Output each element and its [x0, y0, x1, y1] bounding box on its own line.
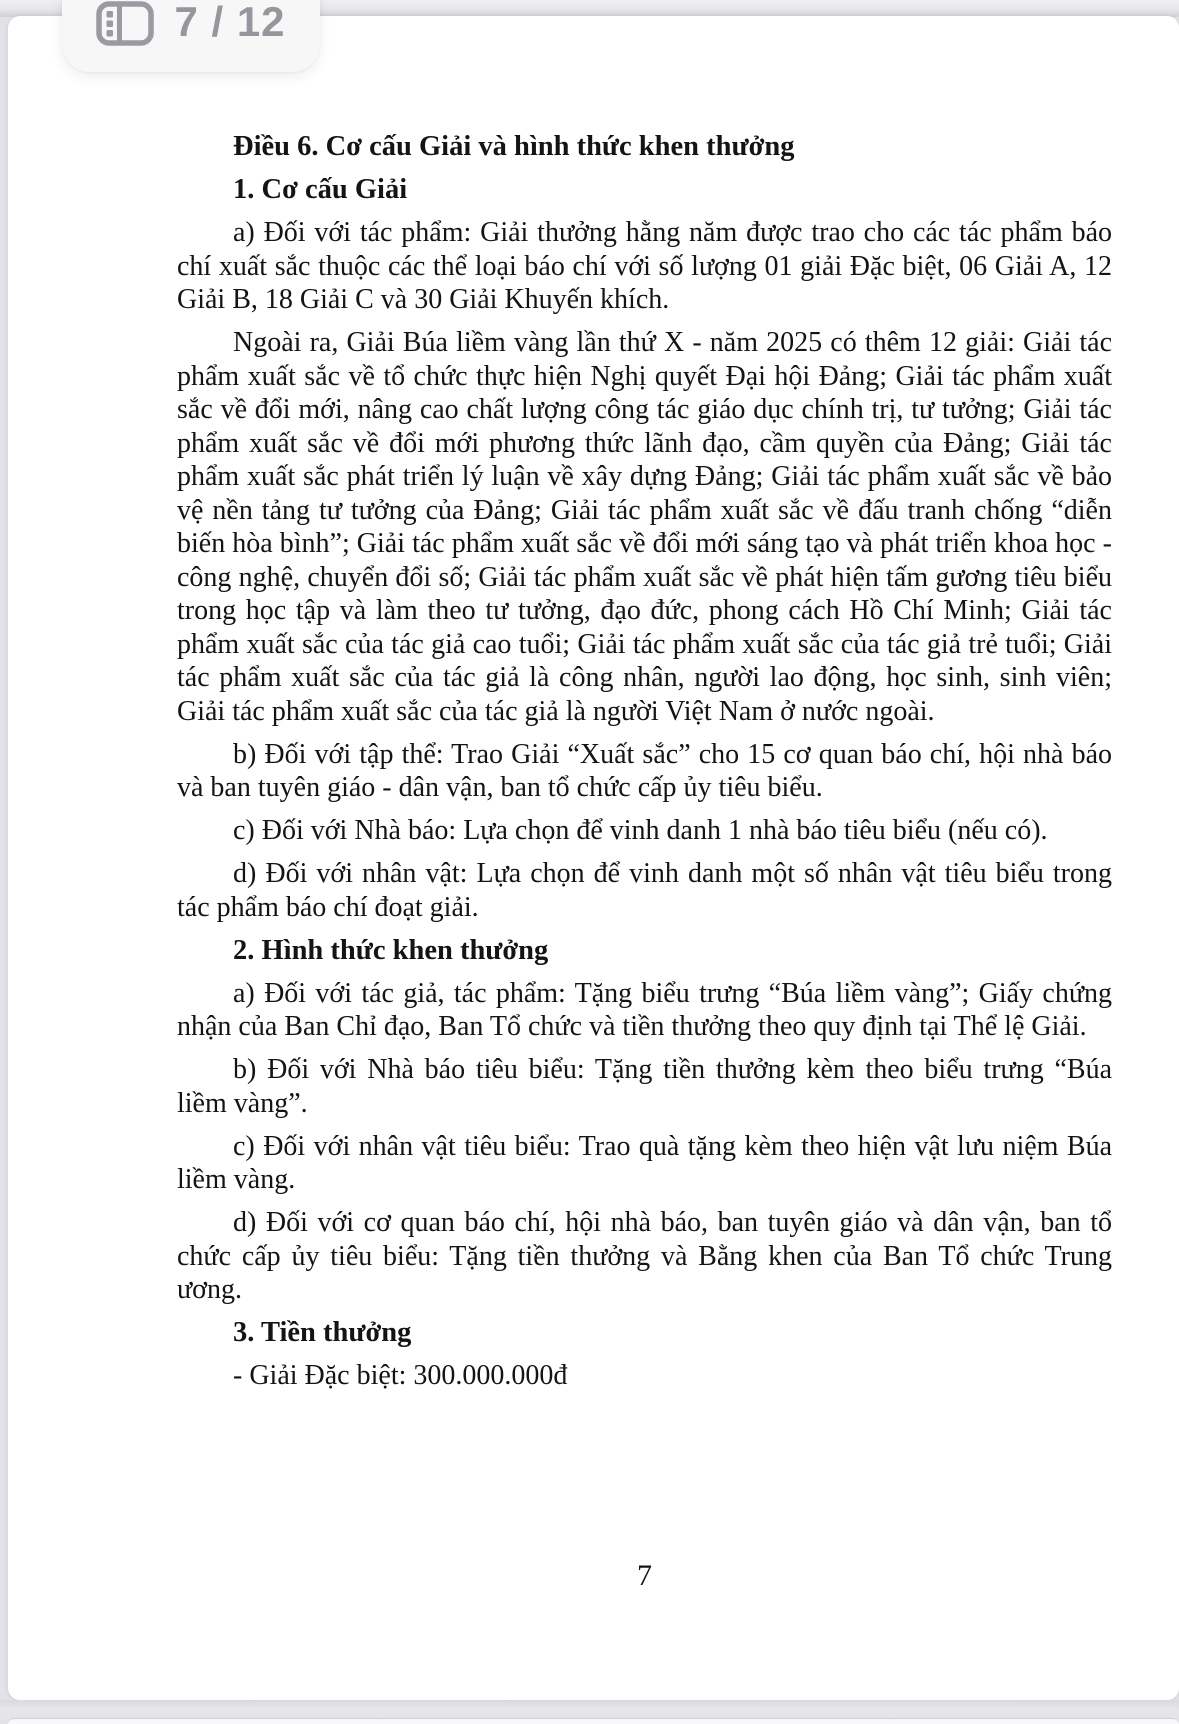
document-paragraph: c) Đối với Nhà báo: Lựa chọn để vinh danh 1 nhà báo tiêu biểu (nếu có). [233, 815, 1048, 846]
page-number: 7 [637, 1558, 652, 1592]
document-heading: Điều 6. Cơ cấu Giải và hình thức khen thưởng [233, 131, 795, 162]
document-paragraph: d) Đối với cơ quan báo chí, hội nhà báo, ban tuyên giáo và dân vận, ban tổ chức cấp ủy tiêu biểu: Tặng tiền thưởng và Bằng khen của Ban Tổ chức Trung ương. [177, 1207, 1112, 1305]
page-indicator-pill[interactable] [62, 0, 320, 72]
document-heading: 3. Tiền thưởng [233, 1317, 412, 1348]
document-heading: 1. Cơ cấu Giải [233, 174, 408, 205]
document-paragraph: Ngoài ra, Giải Búa liềm vàng lần thứ X - năm 2025 có thêm 12 giải: Giải tác phẩm xuất sắc về tổ chức thực hiện Nghị quyết Đại hội Đảng; Giải tác phẩm xuất sắc về đổi mới, nâng cao chất lượng công tác giáo dục chính trị, tư tưởng; Giải tác phẩm xuất sắc về đổi mới phương thức lãnh đạo, cầm quyền của Đảng; Giải tác phẩm xuất sắc phát triển lý luận về xây dựng Đảng; Giải tác phẩm xuất sắc về bảo vệ nền tảng tư tưởng của Đảng; Giải tác phẩm xuất sắc về đấu tranh chống “diễn biến hòa bình”; Giải tác phẩm xuất sắc về đổi mới sáng tạo và phát triển khoa học - công nghệ, chuyển đổi số; Giải tác phẩm xuất sắc về phát hiện tấm gương tiêu biểu trong học tập và làm theo tư tưởng, đạo đức, phong cách Hồ Chí Minh; Giải tác phẩm xuất sắc của tác giả cao tuổi; Giải tác phẩm xuất sắc của tác giả trẻ tuổi; Giải tác phẩm xuất sắc của tác giả là công nhân, người lao động, học sinh, sinh viên; Giải tác phẩm xuất sắc của tác giả là người Việt Nam ở nước ngoài. [177, 327, 1112, 727]
document-paragraph: - Giải Đặc biệt: 300.000.000đ [233, 1360, 568, 1391]
document-paragraph: d) Đối với nhân vật: Lựa chọn để vinh danh một số nhân vật tiêu biểu trong tác phẩm báo chí đoạt giải. [177, 858, 1112, 923]
document-body [177, 130, 1112, 1592]
next-page-edge [8, 1718, 1179, 1724]
document-paragraph: b) Đối với tập thể: Trao Giải “Xuất sắc” cho 15 cơ quan báo chí, hội nhà báo và ban tuyên giáo - dân vận, ban tổ chức cấp ủy tiêu biểu. [177, 738, 1112, 803]
document-paragraph: a) Đối với tác phẩm: Giải thưởng hằng năm được trao cho các tác phẩm báo chí xuất sắc thuộc các thể loại báo chí với số lượng 01 giải Đặc biệt, 06 Giải A, 12 Giải B, 18 Giải C và 30 Giải Khuyến khích. [177, 217, 1112, 315]
document-paragraph: a) Đối với tác giả, tác phẩm: Tặng biểu trưng “Búa liềm vàng”; Giấy chứng nhận của Ban Chỉ đạo, Ban Tổ chức và tiền thưởng theo quy định tại Thể lệ Giải. [177, 977, 1112, 1042]
page-indicator-label: 7 / 12 [174, 0, 286, 45]
document-paragraph: b) Đối với Nhà báo tiêu biểu: Tặng tiền thưởng kèm theo biểu trưng “Búa liềm vàng”. [177, 1054, 1112, 1119]
document-paragraph: c) Đối với nhân vật tiêu biểu: Trao quà tặng kèm theo hiện vật lưu niệm Búa liềm vàng. [177, 1130, 1112, 1195]
document-page [8, 16, 1179, 1700]
sidebar-thumbnails-icon[interactable] [96, 1, 154, 46]
document-heading: 2. Hình thức khen thưởng [233, 934, 549, 966]
